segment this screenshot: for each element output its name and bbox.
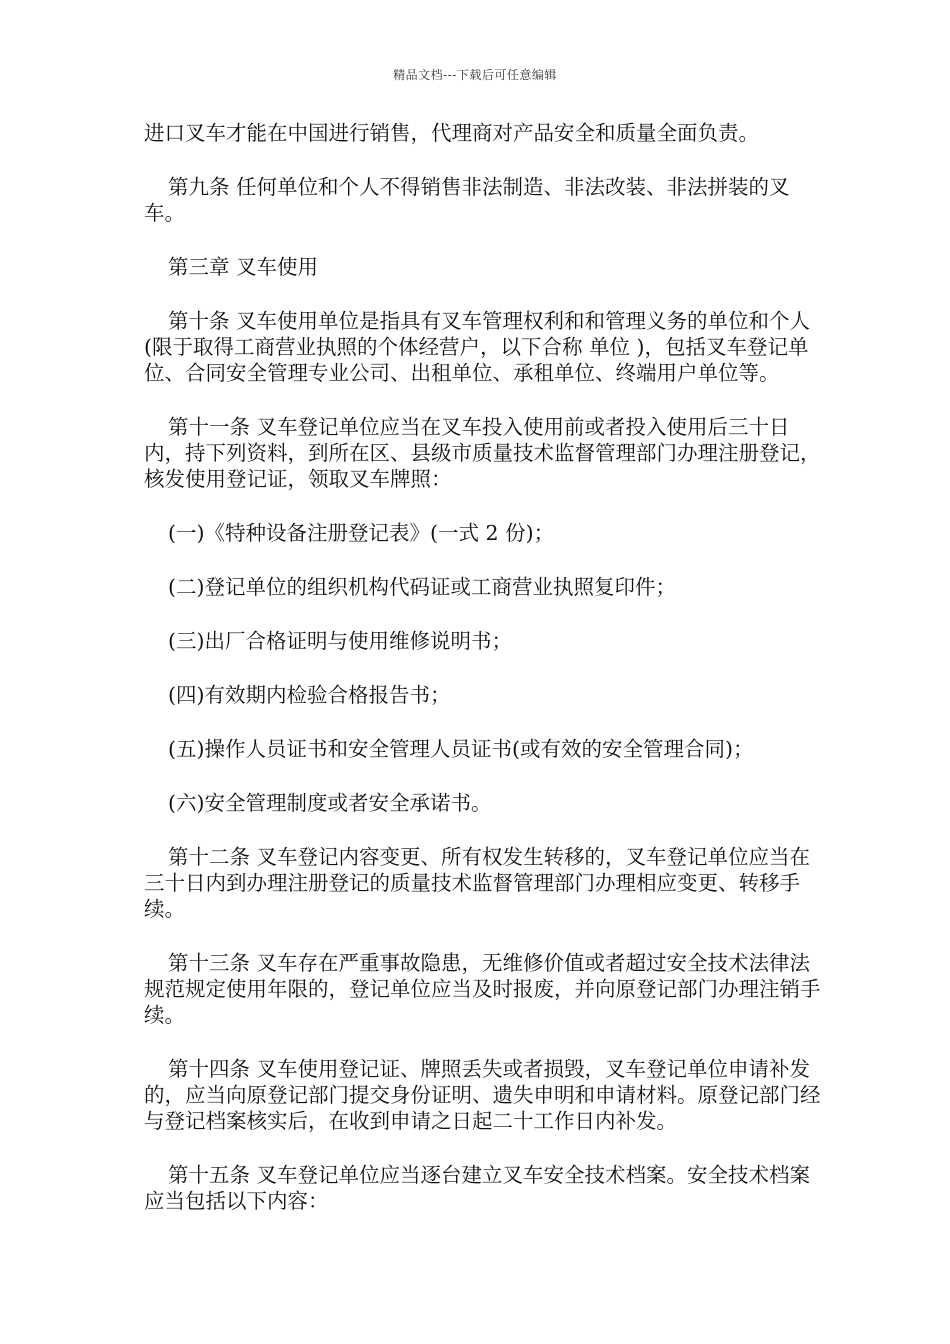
- list-item: (一)《特种设备注册登记表》(一式 2 份)；: [168, 521, 555, 545]
- article-9: 第九条 任何单位和个人不得销售非法制造、非法改装、非法拼装的叉车。: [144, 175, 790, 225]
- article-13: 第十三条 叉车存在严重事故隐患，无维修价值或者超过安全技术法律法规范规定使用年限的，登记单位应当及时报废，并向原登记部门办理注销手续。: [144, 951, 821, 1027]
- article-12: 第十二条 叉车登记内容变更、所有权发生转移的，叉车登记单位应当在三十日内到办理注册登记的质量技术监督管理部门办理相应变更、转移手续。: [144, 845, 811, 921]
- list-item: (二)登记单位的组织机构代码证或工商营业执照复印件；: [168, 575, 676, 599]
- paragraph: 进口叉车才能在中国进行销售，代理商对产品安全和质量全面负责。: [144, 121, 759, 145]
- list-item: (四)有效期内检验合格报告书；: [168, 683, 451, 707]
- list-item: (三)出厂合格证明与使用维修说明书；: [168, 629, 512, 653]
- article-15: 第十五条 叉车登记单位应当逐台建立叉车安全技术档案。安全技术档案应当包括以下内容：: [144, 1163, 811, 1213]
- page-header: 精品文档---下载后可任意编辑: [393, 68, 557, 82]
- article-10: 第十条 叉车使用单位是指具有叉车管理权利和和管理义务的单位和个人(限于取得工商营业执照的个体经营户，以下合称 单位 )，包括叉车登记单位、合同安全管理专业公司、出租单位、承租单位、终端用户单位等。: [144, 309, 811, 385]
- article-11: 第十一条 叉车登记单位应当在叉车投入使用前或者投入使用后三十日内，持下列资料，到所在区、县级市质量技术监督管理部门办理注册登记，核发使用登记证，领取叉车牌照：: [144, 415, 821, 491]
- article-14: 第十四条 叉车使用登记证、牌照丢失或者损毁，叉车登记单位申请补发的，应当向原登记部门提交身份证明、遗失申明和申请材料。原登记部门经与登记档案核实后，在收到申请之日起二十工作日内补发。: [144, 1057, 821, 1133]
- document-body: [144, 120, 829, 1242]
- list-item: (五)操作人员证书和安全管理人员证书(或有效的安全管理合同)；: [168, 737, 754, 761]
- list-item: (六)安全管理制度或者安全承诺书。: [168, 791, 492, 815]
- chapter-heading: 第三章 叉车使用: [168, 255, 319, 279]
